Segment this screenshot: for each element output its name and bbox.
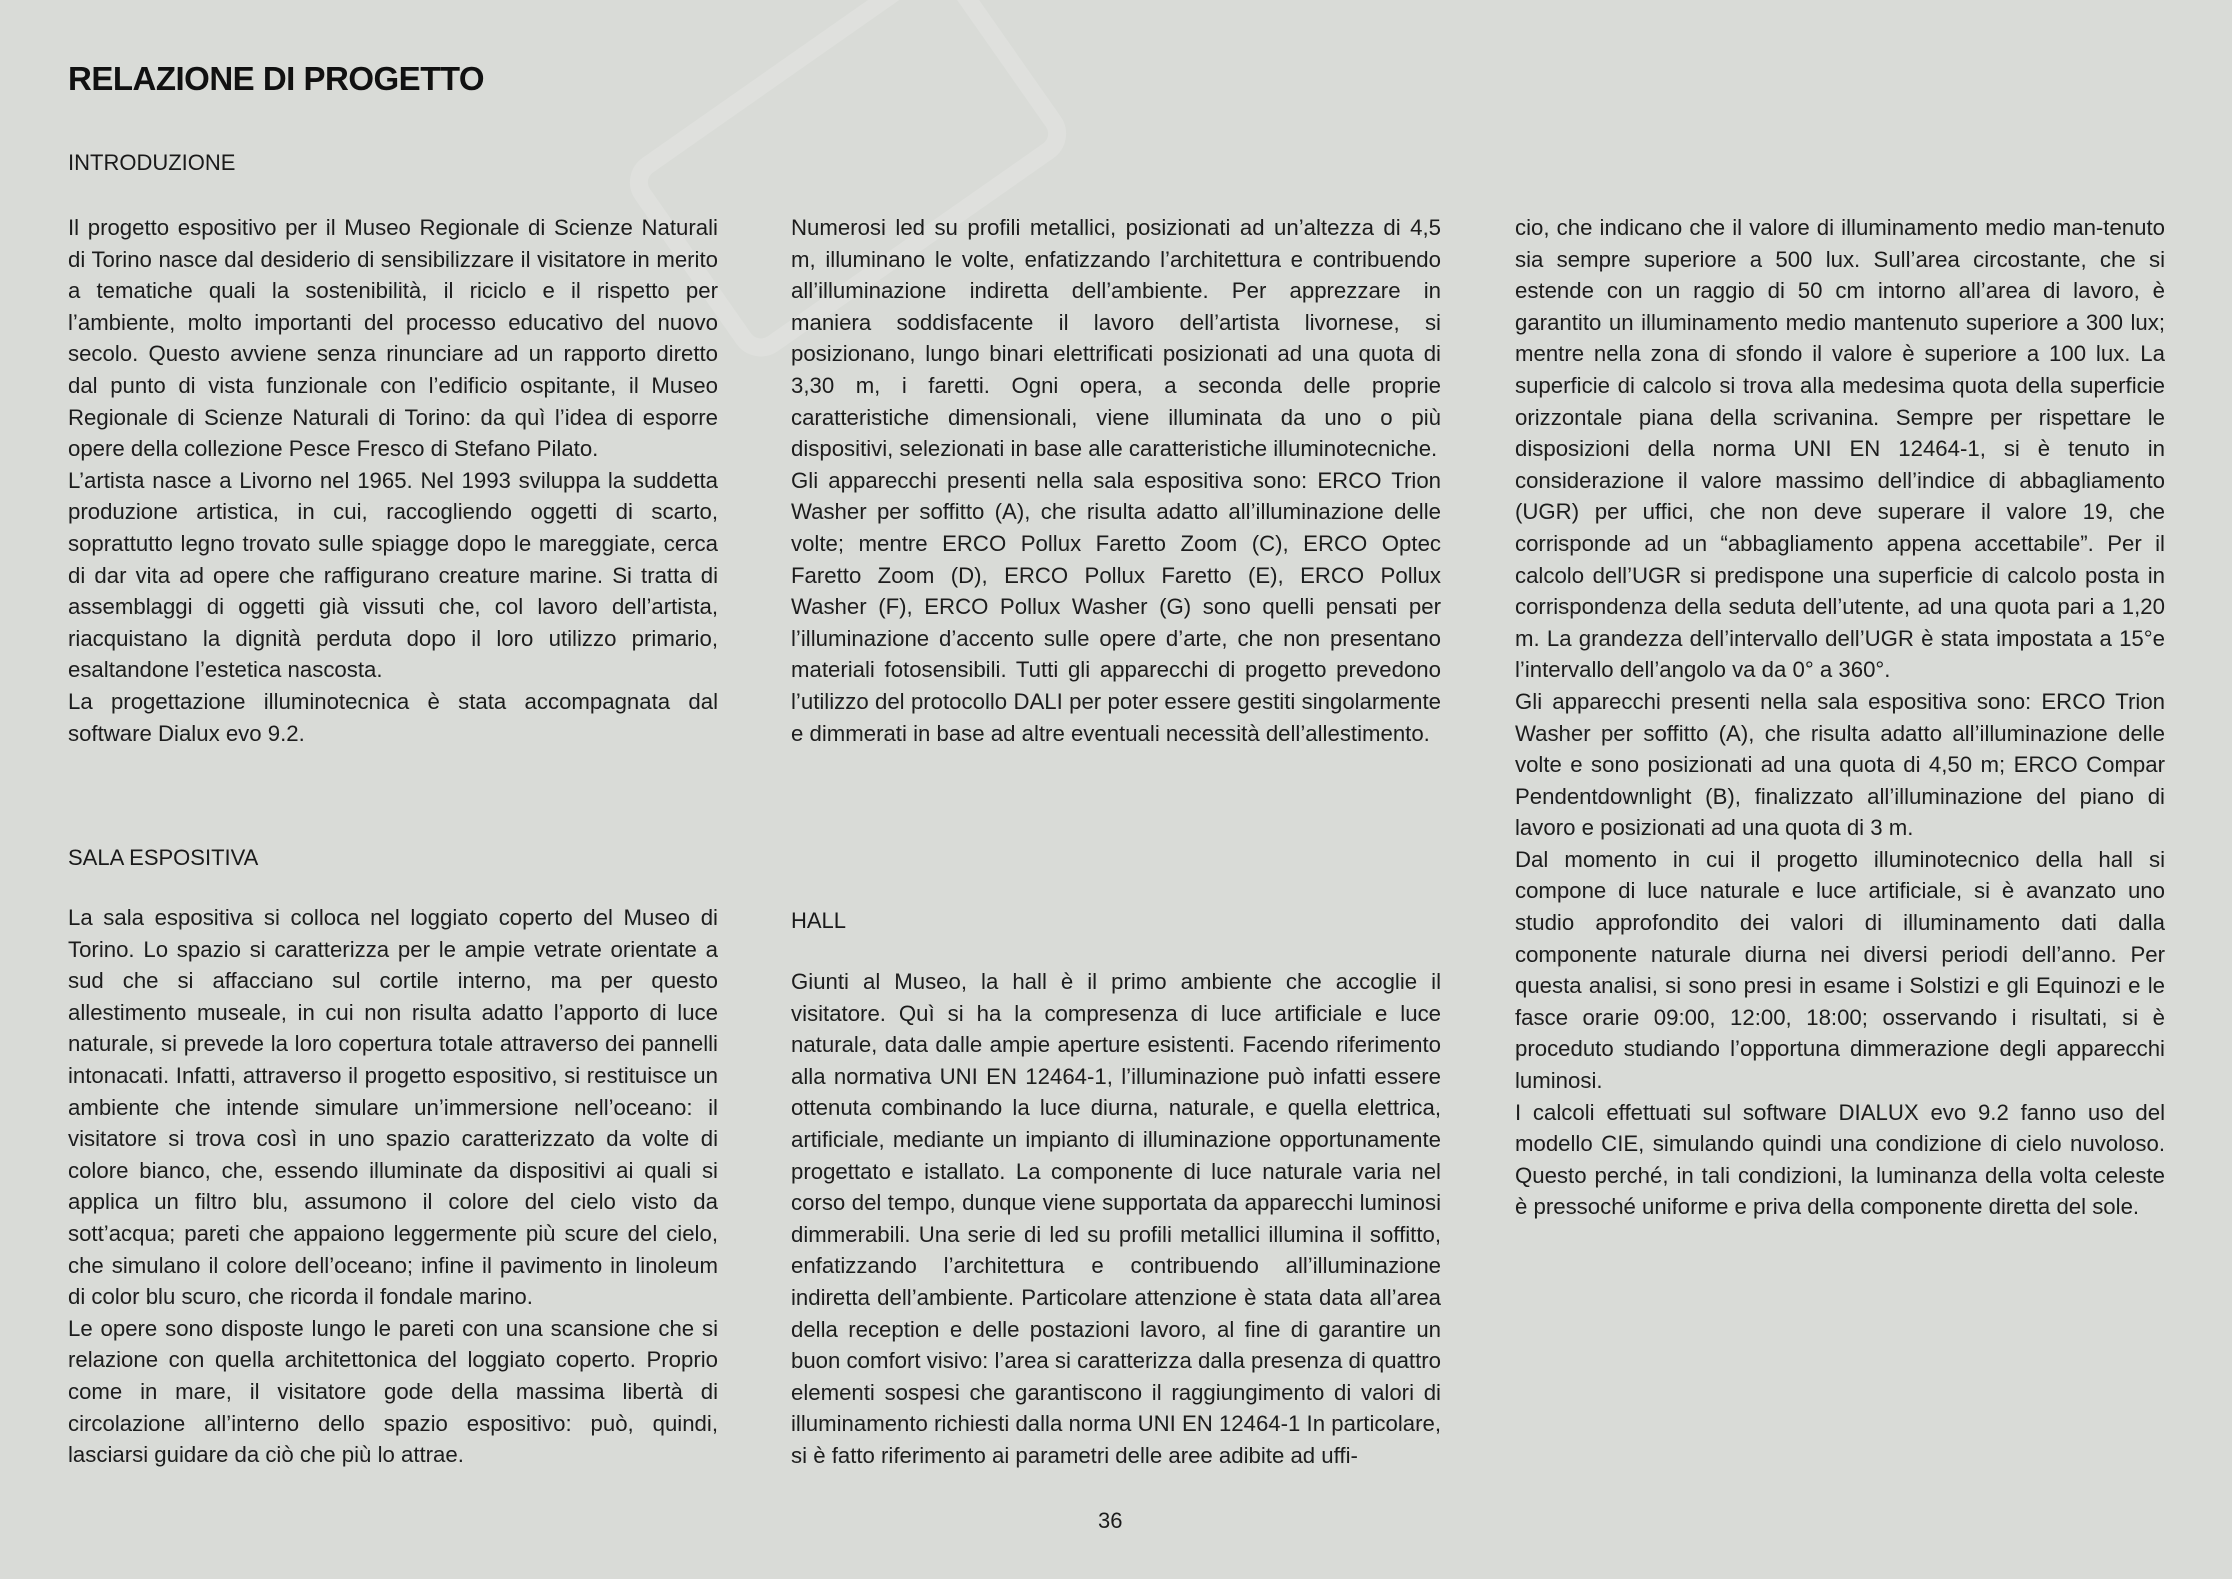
- intro-paragraph: Il progetto espositivo per il Museo Regionale di Scienze Naturali di Torino nasce dal desiderio di sensibilizzare il visitatore in merito a tematiche quali la sostenibilità, il riciclo e il rispetto per l’ambiente, molto importanti del processo educativo del nuovo secolo. Questo avviene senza rinunciare ad un rapporto diretto dal punto di vista funzionale con l’edificio ospitante, il Museo Regionale di Scienze Naturali di Torino: da quì l’idea di esporre opere della collezione Pesce Fresco di Stefano Pilato.: [68, 215, 718, 462]
- sala-cont-paragraph: Gli apparecchi presenti nella sala espositiva sono: ERCO Trion Washer per soffitto (A), che risulta adatto all’illuminazione delle volte; mentre ERCO Pollux Faretto Zoom (C), ERCO Optec Faretto Zoom (D), ERCO Pollux Faretto (E), ERCO Pollux Washer (F), ERCO Pollux Washer (G) sono quelli pensati per l’illuminazione d’accento sulle opere d’arte, che non presentano materiali fotosensibili. Tutti gli apparecchi di progetto prevedono l’utilizzo del protocollo DALI per poter essere gestiti singolarmente e dimmerati in base ad altre eventuali necessità dell’allestimento.: [791, 467, 1441, 746]
- hall-cont-paragraph: Gli apparecchi presenti nella sala espositiva sono: ERCO Trion Washer per soffitto (A), che risulta adatto all’illuminazione delle volte e sono posizionati ad una quota di 4,50 m; ERCO Compar Pendentdownlight (B), finalizzato all’illuminazione del piano di lavoro e posizionati ad una quota di 3 m.: [1515, 688, 2165, 841]
- hall-text: [791, 966, 1441, 1472]
- heading-introduzione: INTRODUZIONE: [68, 150, 236, 175]
- heading-hall: HALL: [791, 908, 847, 933]
- sala-cont-paragraph: Numerosi led su profili metallici, posizionati ad un’altezza di 4,5 m, illuminano le volte, enfatizzando l’architettura e contribuendo all’illuminazione indiretta dell’ambiente. Per apprezzare in maniera soddisfacente il lavoro dell’artista livornese, si posizionano, lungo binari elettrificati posizionati ad una quota di 3,30 m, i faretti. Ogni opera, a seconda delle proprie caratteristiche dimensionali, viene illuminata da uno o più dispositivi, selezionati in base alle caratteristiche illuminotecniche.: [791, 215, 1441, 462]
- heading-sala-espositiva: SALA ESPOSITIVA: [68, 845, 259, 870]
- hall-cont-paragraph: I calcoli effettuati sul software DIALUX evo 9.2 fanno uso del modello CIE, simulando quindi una condizione di cielo nuvoloso. Questo perché, in tali condizioni, la luminanza della volta celeste è pressoché uniforme e priva della componente diretta del sole.: [1515, 1099, 2165, 1220]
- intro-paragraph: La progettazione illuminotecnica è stata accompagnata dal software Dialux evo 9.2.: [68, 688, 718, 746]
- page-title: RELAZIONE DI PROGETTO: [68, 60, 485, 97]
- hall-continued-text: [1515, 212, 2165, 1223]
- intro-paragraph: L’artista nasce a Livorno nel 1965. Nel 1993 sviluppa la suddetta produzione artistica, in cui, raccogliendo oggetti di scarto, soprattutto legno trovato sulle spiagge dopo le mareggiate, cerca di dar vita ad opere che raffigurano creature marine. Si tratta di assemblaggi di oggetti già vissuti che, col lavoro dell’artista, riacquistano la dignità perduta dopo il loro utilizzo primario, esaltandone l’estetica nascosta.: [68, 467, 718, 683]
- hall-cont-paragraph: cio, che indicano che il valore di illuminamento medio man-tenuto sia sempre superiore a 500 lux. Sull’area circostante, che si estende con un raggio di 50 cm intorno all’area di lavoro, è garantito un illuminamento medio mantenuto superiore a 300 lux; mentre nella zona di sfondo il valore è superiore a 100 lux. La superficie di calcolo si trova alla medesima quota della superficie orizzontale piana della scrivanina. Sempre per rispettare le disposizioni della norma UNI EN 12464-1, si è tenuto in considerazione il valore massimo dell’indice di abbagliamento (UGR) per uffici, che non deve superare il valore 19, che corrisponde ad un “abbagliamento appena accettabile”. Per il calcolo dell’UGR si predispone una superficie di calcolo posta in corrispondenza della seduta dell’utente, ad una quota pari a 1,20 m. La grandezza dell’intervallo dell’UGR è stata impostata a 15°e l’intervallo dell’angolo va da 0° a 360°.: [1515, 215, 2165, 683]
- sala-paragraph: La sala espositiva si colloca nel loggiato coperto del Museo di Torino. Lo spazio si caratterizza per le ampie vetrate orientate a sud che si affacciano sul cortile interno, ma per questo allestimento museale, in cui non risulta adatto l’apporto di luce naturale, si prevede la loro copertura totale attraverso dei pannelli intonacati. Infatti, attraverso il progetto espositivo, si restituisce un ambiente che intende simulare un’immersione nell’oceano: il visitatore si trova così in uno spazio caratterizzato da volte di colore bianco, che, essendo illuminate da dispositivi ai quali si applica un filtro blu, assumono il colore del cielo visto da sott’acqua; pareti che appaiono leggermente più scure del cielo, che simulano il colore dell’oceano; infine il pavimento in linoleum di color blu scuro, che ricorda il fondale marino.: [68, 905, 718, 1310]
- hall-cont-paragraph: Dal momento in cui il progetto illuminotecnico della hall si compone di luce naturale e luce artificiale, si è avanzato uno studio approfondito dei valori di illuminamento dati dalla componente naturale diurna nei diversi periodi dell’anno. Per questa analisi, si sono presi in esame i Solstizi e gli Equinozi e le fasce orarie 09:00, 12:00, 18:00; osservando i risultati, si è proceduto studiando l’opportuna dimmerazione degli apparecchi luminosi.: [1515, 846, 2165, 1094]
- intro-text: [68, 212, 718, 749]
- sala-continued-text: [791, 212, 1441, 749]
- sala-paragraph: Le opere sono disposte lungo le pareti con una scansione che si relazione con quella architettonica del loggiato coperto. Proprio come in mare, il visitatore gode della massima libertà di circolazione all’interno dello spazio espositivo: può, quindi, lasciarsi guidare da ciò che più lo attrae.: [68, 1315, 718, 1468]
- sala-text: [68, 902, 718, 1471]
- page-number: 36: [1098, 1508, 1123, 1533]
- hall-paragraph: Giunti al Museo, la hall è il primo ambiente che accoglie il visitatore. Quì si ha la compresenza di luce artificiale e luce naturale, data dalle ampie aperture esistenti. Facendo riferimento alla normativa UNI EN 12464-1, l’illuminazione può infatti essere ottenuta combinando la luce diurna, naturale, e quella elettrica, artificiale, mediante un impianto di illuminazione opportunamente progettato e istallato. La componente di luce naturale varia nel corso del tempo, dunque viene supportata da apparecchi luminosi dimmerabili. Una serie di led su profili metallici illumina il soffitto, enfatizzando l’architettura e contribuendo all’illuminazione indiretta dell’ambiente. Particolare attenzione è stata data all’area della reception e delle postazioni lavoro, al fine di garantire un buon comfort visivo: l’area si caratterizza dalla presenza di quattro elementi sospesi che garantiscono il raggiungimento di valori di illuminamento richiesti dalla norma UNI EN 12464-1 In particolare, si è fatto riferimento ai parametri delle aree adibite ad uffi-: [791, 969, 1441, 1468]
